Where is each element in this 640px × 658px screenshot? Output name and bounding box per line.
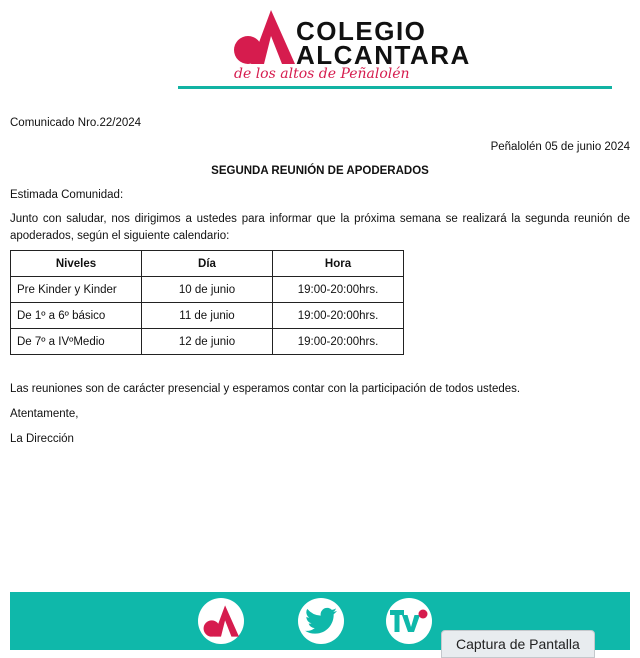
closing-paragraph: Las reuniones son de carácter presencial y esperamos contar con la participación de todos ustedes. (10, 383, 521, 395)
place-date: Peñalolén 05 de junio 2024 (490, 141, 630, 153)
logo-line-1: COLEGIO (296, 16, 427, 46)
colegio-logo-icon (233, 10, 295, 64)
table-row (11, 329, 404, 355)
column-header-niveles: Niveles (11, 251, 142, 277)
schedule-table (10, 250, 404, 355)
logo-line-2: ALCANTARA (296, 40, 471, 70)
column-header-hora: Hora (273, 251, 404, 277)
logo-tagline: de los altos de Peñalolén (234, 66, 410, 82)
cell-hora: 19:00-20:00hrs. (273, 277, 404, 303)
cell-dia: 12 de junio (142, 329, 273, 355)
column-header-dia: Día (142, 251, 273, 277)
cell-hora: 19:00-20:00hrs. (273, 329, 404, 355)
letterhead (0, 0, 640, 92)
cell-dia: 11 de junio (142, 303, 273, 329)
table-row (11, 277, 404, 303)
cell-nivel: De 7º a IVºMedio (11, 329, 142, 355)
tv-link[interactable] (386, 598, 432, 644)
intro-paragraph: Junto con saludar, nos dirigimos a ustedes para informar que la próxima semana se realizará la segunda reunión de apoderados, según el siguiente calendario: (10, 213, 630, 242)
cell-hora: 19:00-20:00hrs. (273, 303, 404, 329)
cell-nivel: Pre Kinder y Kinder (11, 277, 142, 303)
screenshot-tooltip: Captura de Pantalla (441, 630, 595, 658)
twitter-icon (305, 607, 337, 635)
colegio-link[interactable] (198, 598, 244, 644)
table-row (11, 303, 404, 329)
greeting: Estimada Comunidad: (10, 189, 124, 201)
sign-off: Atentamente, (10, 408, 79, 420)
tv-icon (390, 608, 428, 634)
twitter-link[interactable] (298, 598, 344, 644)
cell-dia: 10 de junio (142, 277, 273, 303)
signature: La Dirección (10, 433, 74, 445)
reference-number: Comunicado Nro.22/2024 (10, 117, 142, 129)
letter-title: SEGUNDA REUNIÓN DE APODERADOS (211, 165, 429, 177)
cell-nivel: De 1º a 6º básico (11, 303, 142, 329)
colegio-logo-icon (203, 605, 239, 637)
schedule-header-row (11, 251, 404, 277)
header-divider (178, 86, 612, 89)
